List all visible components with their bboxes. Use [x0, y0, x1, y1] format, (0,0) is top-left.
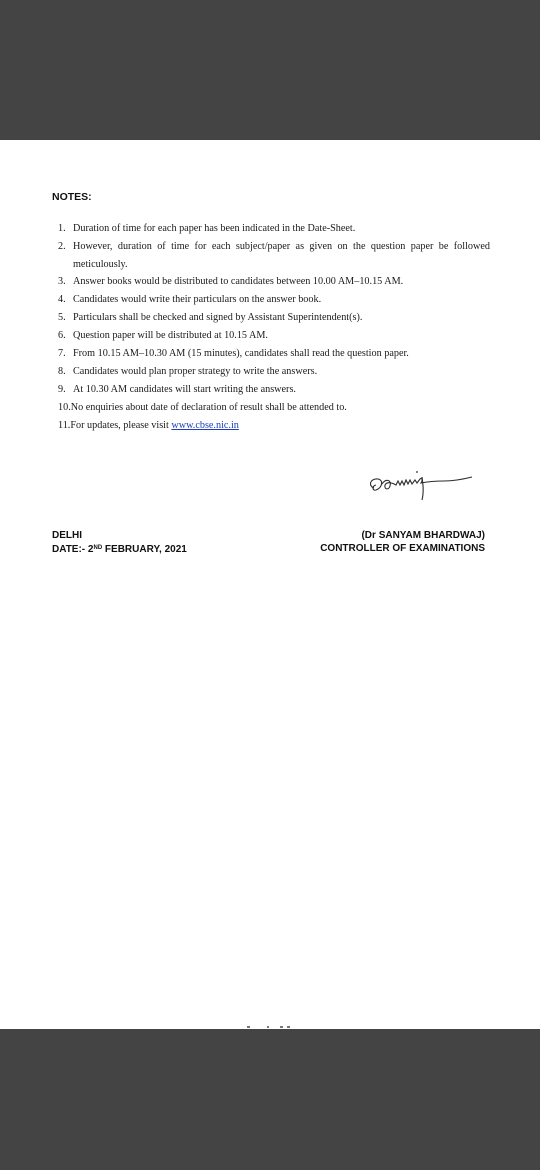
- note-number: 2.: [58, 241, 66, 252]
- viewer-top-area: [0, 0, 540, 140]
- signatory-title: CONTROLLER OF EXAMINATIONS: [320, 543, 485, 554]
- note-number: 7.: [58, 348, 66, 359]
- date-suffix: FEBRUARY, 2021: [102, 544, 187, 555]
- note-text: Candidates would write their particulars on the answer book.: [73, 294, 322, 305]
- note-number: 5.: [58, 312, 66, 323]
- list-item: [58, 363, 490, 381]
- note-text: From 10.15 AM–10.30 AM (15 minutes), candidates shall read the question paper.: [73, 348, 409, 359]
- list-item: [58, 399, 490, 417]
- note-text: Particulars shall be checked and signed by Assistant Superintendent(s).: [73, 312, 363, 323]
- note-text: Duration of time for each paper has been indicated in the Date-Sheet.: [73, 223, 356, 234]
- list-item: [58, 238, 490, 273]
- note-number: 9.: [58, 384, 66, 395]
- note-number: 6.: [58, 330, 66, 341]
- list-item: [58, 381, 490, 399]
- notes-heading: NOTES:: [52, 191, 92, 203]
- list-item: [58, 291, 490, 309]
- note-text-content: For updates, please visit: [70, 420, 172, 431]
- note-number: 3.: [58, 276, 66, 287]
- cbse-website-link[interactable]: www.cbse.nic.in: [171, 420, 239, 431]
- note-number: 1.: [58, 223, 66, 234]
- note-number: 11.: [58, 420, 71, 431]
- note-text: [70, 417, 490, 435]
- note-text: However, duration of time for each subject/paper as given on the question paper be followed meticulously.: [73, 241, 490, 270]
- note-number: 4.: [58, 294, 66, 305]
- list-item: [58, 309, 490, 327]
- viewer-bottom-area: [0, 1029, 540, 1170]
- place-date-block: [52, 529, 187, 556]
- note-text: No enquiries about date of declaration of result shall be attended to.: [70, 402, 347, 413]
- signatory-block: [320, 529, 485, 555]
- list-item: [58, 220, 490, 238]
- note-number: 8.: [58, 366, 66, 377]
- document-page: [0, 140, 540, 1029]
- list-item: [58, 345, 490, 363]
- note-text: Candidates would plan proper strategy to write the answers.: [73, 366, 318, 377]
- list-item: [58, 327, 490, 345]
- signature-image: [360, 466, 480, 506]
- signatory-name: (Dr SANYAM BHARDWAJ): [361, 530, 485, 541]
- note-number: 10.: [58, 402, 71, 413]
- note-text: Question paper will be distributed at 10.15 AM.: [73, 330, 268, 341]
- list-item: [58, 417, 490, 435]
- date-label: [52, 542, 187, 556]
- date-ordinal: ND: [93, 545, 103, 551]
- note-text: At 10.30 AM candidates will start writing the answers.: [73, 384, 296, 395]
- place-label: DELHI: [52, 530, 82, 541]
- list-item: [58, 273, 490, 291]
- date-prefix: DATE:- 2: [52, 544, 94, 555]
- note-text: Answer books would be distributed to candidates between 10.00 AM–10.15 AM.: [73, 276, 404, 287]
- notes-list: [58, 220, 490, 435]
